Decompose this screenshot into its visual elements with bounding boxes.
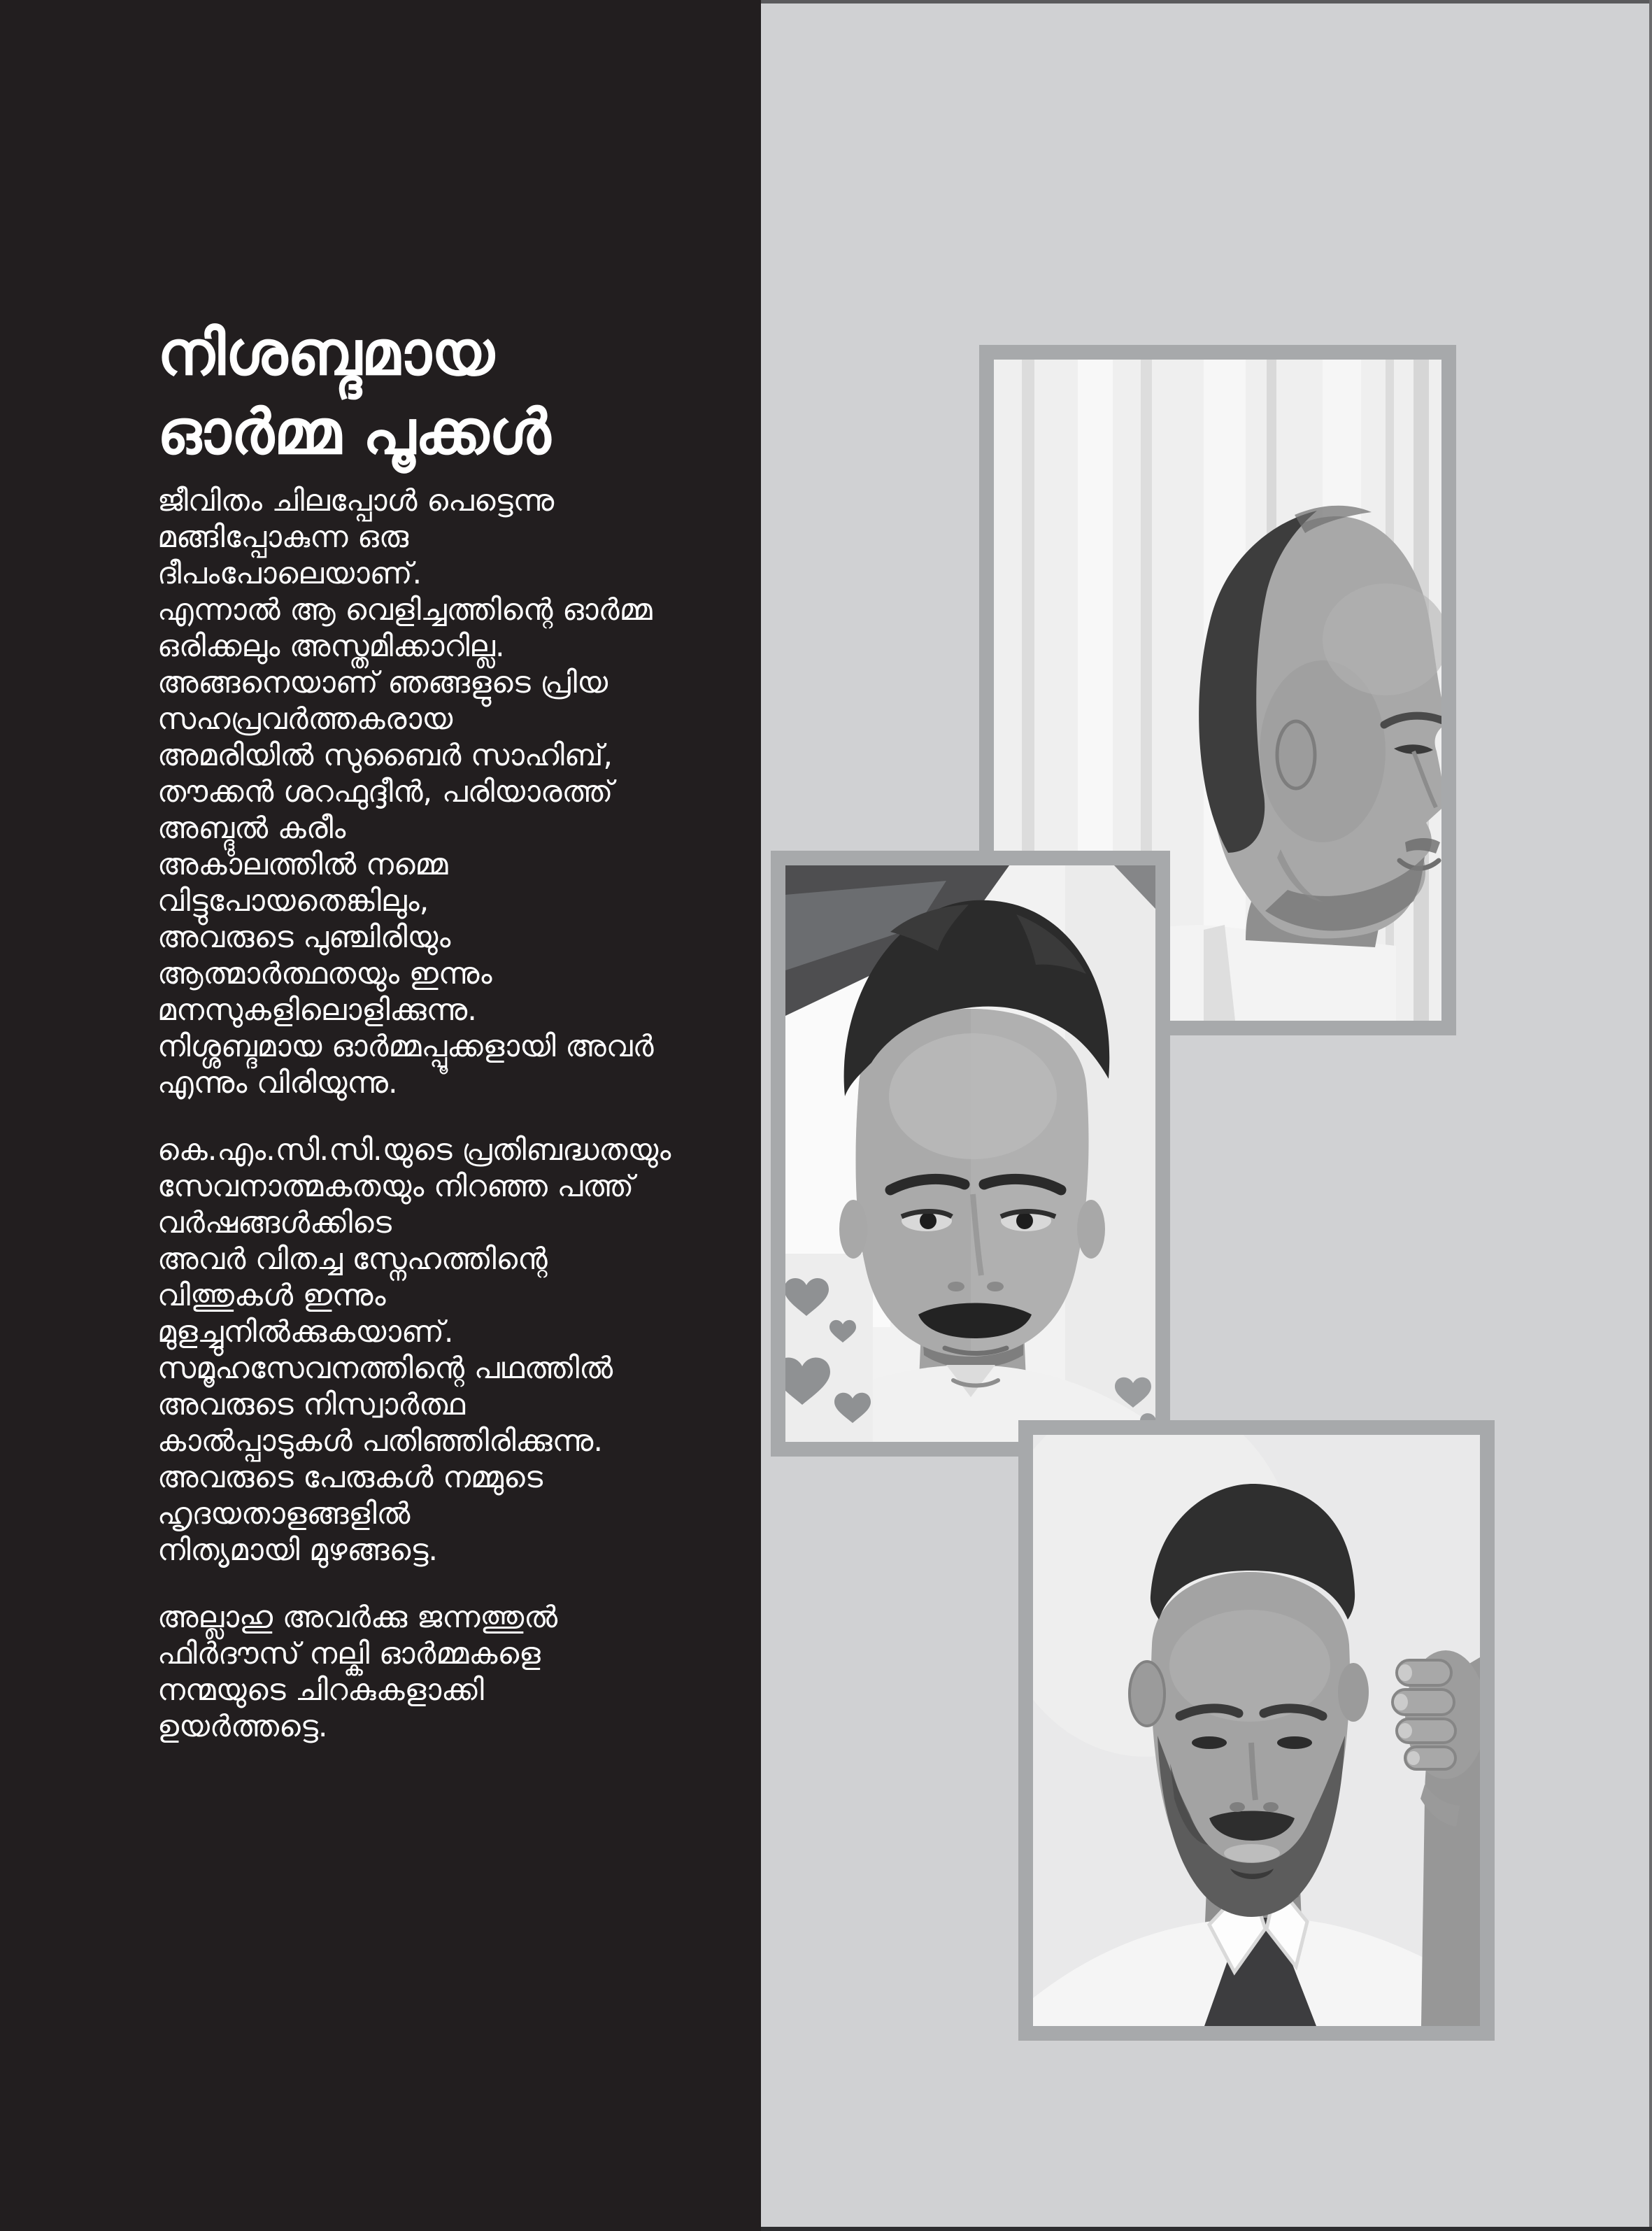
paragraph-1 [157, 483, 766, 1101]
text-line: കെ.എം.സി.സി.യുടെ പ്രതിബദ്ധതയും [157, 1133, 671, 1168]
page-title [157, 313, 550, 472]
text-line: അവരുടെ നിസ്വാർത്ഥ [157, 1387, 466, 1422]
scan-edge-top [761, 0, 1652, 3]
portrait-man-mustache-illustration [785, 865, 1155, 1442]
text-line: വർഷങ്ങൾക്കിടെ [157, 1205, 392, 1240]
page-title-line-2: ഓർമ്മ പൂക്കൾ [157, 396, 551, 468]
text-line: അല്ലാഹു അവർക്കു ജന്നത്തുൽ [157, 1600, 558, 1635]
portrait-bearded-man-illustration [1033, 1435, 1480, 2026]
text-line: അവർ വിതച്ച സ്നേഹത്തിന്റെ [157, 1242, 548, 1277]
text-line: വിത്തുകൾ ഇന്നും [157, 1278, 386, 1313]
text-line: ഒരിക്കലും അസ്തമിക്കാറില്ല. [157, 629, 505, 664]
text-line: ഫിർദൗസ് നല്കി ഓർമ്മകളെ [157, 1636, 541, 1671]
text-line: നന്മയുടെ ചിറകുകളാക്കി [157, 1673, 484, 1708]
photo-bearded-man-hand-raised [1018, 1420, 1495, 2041]
photos-area [761, 0, 1652, 2231]
page-title-line-1: നിശബ്ദമായ [157, 317, 494, 389]
text-line: ദീപംപോലെയാണ്. [157, 556, 422, 591]
text-line: അവരുടെ പേരുകൾ നമ്മുടെ [157, 1460, 543, 1495]
text-line: അമരിയിൽ സുബൈർ സാഹിബ്, [157, 738, 613, 773]
text-line: സമൂഹസേവനത്തിന്റെ പഥത്തിൽ [157, 1351, 613, 1386]
text-line: വിട്ടുപോയതെങ്കിലും, [157, 884, 429, 919]
text-line: കാൽപ്പാടുകൾ പതിഞ്ഞിരിക്കുന്നു. [157, 1424, 603, 1459]
paragraph-2 [157, 1132, 766, 1568]
paragraph-3 [157, 1599, 766, 1745]
text-line: തൗക്കൻ ശറഫുദ്ദീൻ, പരിയാരത്ത് [157, 774, 613, 809]
scan-edge-right [1649, 0, 1652, 2231]
text-line: നിത്യമായി മുഴങ്ങട്ടെ. [157, 1533, 439, 1568]
text-line: മനസുകളിലൊളിക്കുന്നു. [157, 993, 477, 1028]
left-black-panel [0, 0, 761, 2231]
scan-edge-bottom [761, 2227, 1652, 2231]
text-line: സേവനാത്മകതയും നിറഞ്ഞ പത്ത് [157, 1169, 634, 1204]
text-line: സഹപ്രവർത്തകരായ [157, 702, 453, 737]
text-line: അങ്ങനെയാണ് ഞങ്ങളുടെ പ്രിയ [157, 665, 608, 700]
text-line: അകാലത്തിൽ നമ്മെ [157, 847, 448, 882]
text-line: എന്നാൽ ആ വെളിച്ചത്തിന്റെ ഓർമ്മ [157, 593, 653, 628]
body-text [157, 483, 766, 1776]
text-line: ഹൃദയതാളങ്ങളിൽ [157, 1496, 411, 1531]
text-line: ആത്മാർത്ഥതയും ഇന്നും [157, 956, 492, 991]
photo-man-mustache-frontal [771, 851, 1170, 1457]
text-line: ഉയർത്തട്ടെ. [157, 1709, 328, 1744]
text-line: മുളച്ചുനിൽക്കുകയാണ്. [157, 1315, 454, 1350]
text-line: നിശ്ശബ്ദമായ ഓർമ്മപ്പൂക്കളായി അവർ [157, 1029, 654, 1064]
text-line: അബ്ദുൽ കരീം [157, 811, 346, 846]
text-line: അവരുടെ പുഞ്ചിരിയും [157, 920, 451, 955]
text-line: എന്നും വിരിയുന്നു. [157, 1065, 398, 1100]
text-line: മങ്ങിപ്പോകുന്ന ഒരു [157, 520, 409, 555]
text-line: ജീവിതം ചിലപ്പോൾ പെട്ടെന്നു [157, 483, 555, 518]
